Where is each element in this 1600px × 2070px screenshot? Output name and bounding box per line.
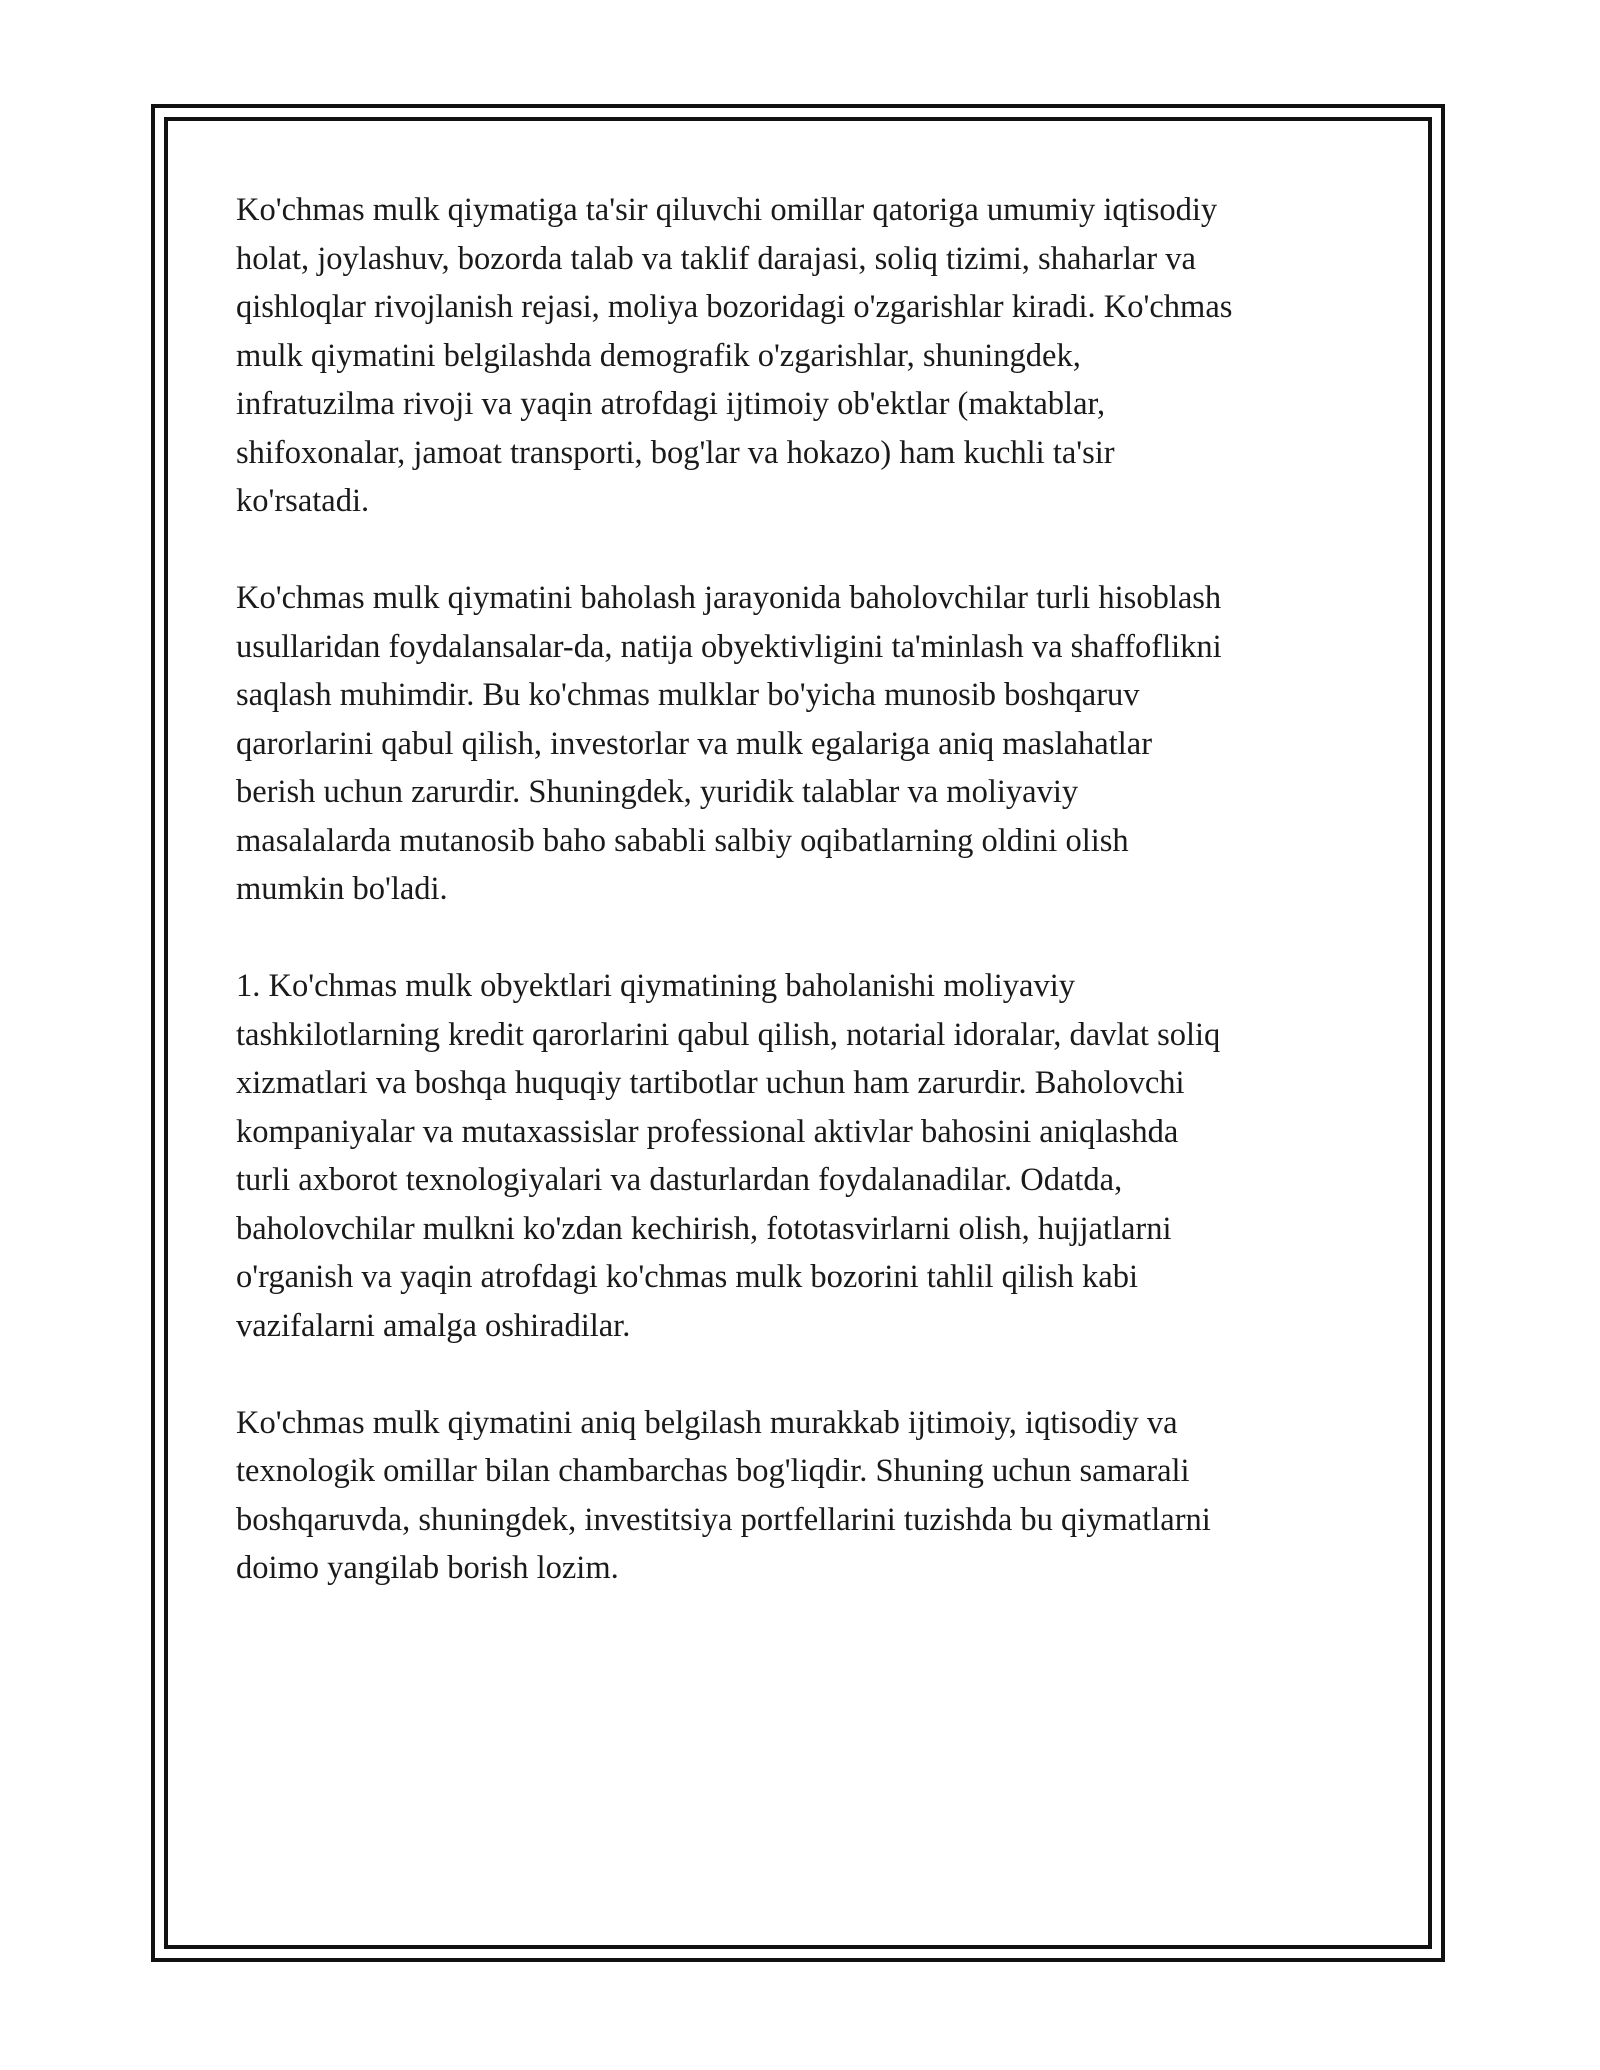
paragraph-2: Ko'chmas mulk qiymatini baholash jarayonida baholovchilar turli hisoblash usullaridan foydalansalar-da, natija obyektivligini ta'minlash va shaffoflikni saqlash muhimdir. Bu ko'chmas mulklar bo'yicha munosib boshqaruv qarorlarini qabul qilish, investorlar va mulk egalariga aniq maslahatlar berish uchun zarurdir. Shuningdek, yuridik talablar va moliyaviy masalalarda mutanosib baho sababli salbiy oqibatlarning oldini olish mumkin bo'ladi.: [236, 580, 1222, 907]
paragraph-1: Ko'chmas mulk qiymatiga ta'sir qiluvchi omillar qatoriga umumiy iqtisodiy holat, joylashuv, bozorda talab va taklif darajasi, soliq tizimi, shaharlar va qishloqlar rivojlanish rejasi, moliya bozoridagi o'zgarishlar kiradi. Ko'chmas mulk qiymatini belgilashda demografik o'zgarishlar, shuningdek, infratuzilma rivoji va yaqin atrofdagi ijtimoiy ob'ektlar (maktablar, shifoxonalar, jamoat transporti, bog'lar va hokazo) ham kuchli ta'sir ko'rsatadi.: [236, 192, 1233, 519]
paragraph-4: Ko'chmas mulk qiymatini aniq belgilash murakkab ijtimoiy, iqtisodiy va texnologik omillar bilan chambarchas bog'liqdir. Shuning uchun samarali boshqaruvda, shuningdek, investitsiya portfellarini tuzishda bu qiymatlarni doimo yangilab borish lozim.: [236, 1404, 1211, 1586]
paragraph-3: 1. Ko'chmas mulk obyektlari qiymatining baholanishi moliyaviy tashkilotlarning kredit qarorlarini qabul qilish, notarial idoralar, davlat soliq xizmatlari va boshqa huquqiy tartibotlar uchun ham zarurdir. Baholovchi kompaniyalar va mutaxassislar professional aktivlar bahosini aniqlashda turli axborot texnologiyalari va dasturlardan foydalanadilar. Odatda, baholovchilar mulkni ko'zdan kechirish, fototasvirlarni olish, hujjatlarni o'rganish va yaqin atrofdagi ko'chmas mulk bozorini tahlil qilish kabi vazifalarni amalga oshiradilar.: [236, 968, 1221, 1344]
document-body: [236, 186, 1376, 1641]
